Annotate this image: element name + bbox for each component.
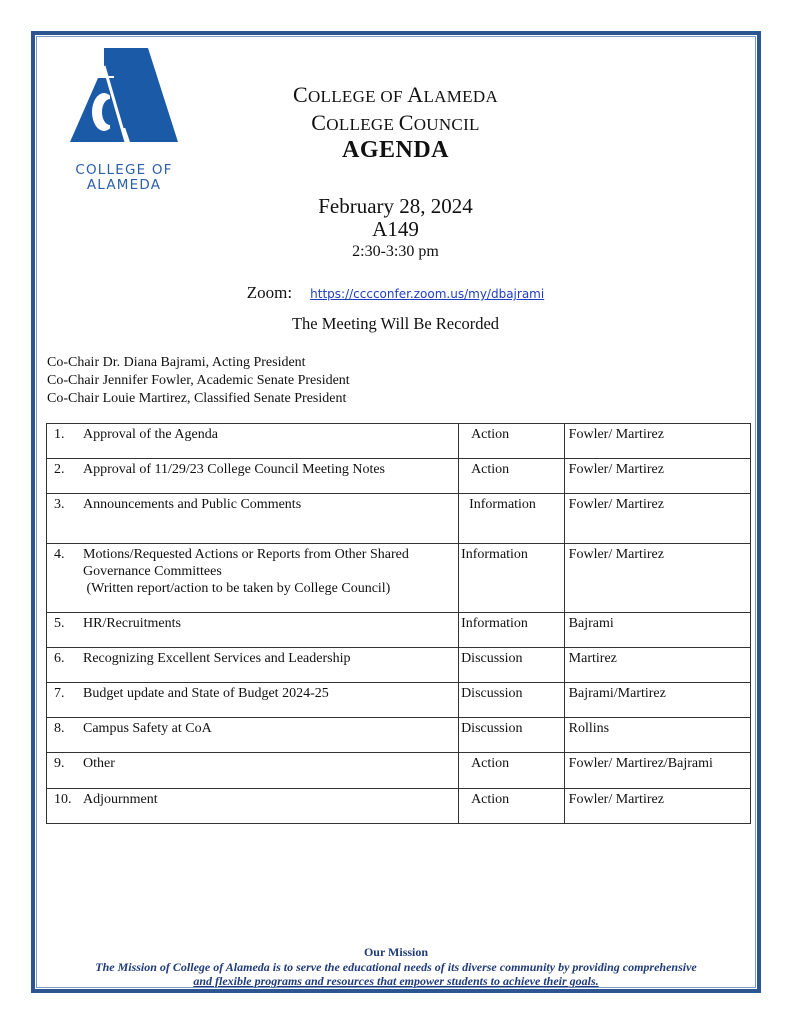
agenda-item-presenter: Fowler/ Martirez/Bajrami bbox=[564, 753, 750, 789]
agenda-item-line: Approval of the Agenda bbox=[83, 427, 218, 442]
mission-line2: and flexible programs and resources that empower students to achieve their goals. bbox=[193, 974, 599, 988]
cochair-item: Co-Chair Dr. Diana Bajrami, Acting President bbox=[47, 355, 306, 370]
meeting-room: A149 bbox=[372, 217, 419, 241]
meeting-date: February 28, 2024 bbox=[318, 194, 473, 218]
agenda-row bbox=[47, 494, 751, 544]
page-title: AGENDA bbox=[341, 137, 449, 163]
agenda-item-title bbox=[83, 791, 453, 808]
agenda-item-cell bbox=[47, 648, 459, 683]
agenda-item-number: 6. bbox=[54, 651, 65, 666]
agenda-row bbox=[47, 683, 751, 718]
header-line2-rest1: OLLEGE bbox=[326, 115, 399, 134]
zoom-link[interactable]: https://cccconfer.zoom.us/my/dbajrami bbox=[310, 287, 545, 301]
agenda-item-title bbox=[83, 496, 453, 513]
header-line2-rest2: OUNCIL bbox=[413, 115, 480, 134]
agenda-item-title bbox=[83, 426, 453, 443]
logo-text-line1: COLLEGE OF bbox=[75, 162, 173, 178]
agenda-item-presenter: Martirez bbox=[564, 648, 750, 683]
agenda-item-number: 8. bbox=[54, 721, 65, 736]
agenda-item-line: Approval of 11/29/23 College Council Meeting Notes bbox=[83, 462, 385, 477]
agenda-row bbox=[47, 718, 751, 753]
agenda-item-title bbox=[83, 685, 453, 702]
agenda-item-cell bbox=[47, 753, 459, 789]
agenda-item-number: 2. bbox=[54, 462, 65, 477]
logo-text-line2: ALAMEDA bbox=[86, 177, 162, 193]
agenda-item-number: 9. bbox=[54, 756, 65, 771]
mission-title: Our Mission bbox=[363, 945, 429, 959]
agenda-item-line: (Written report/action to be taken by College Council) bbox=[83, 581, 391, 596]
agenda-item-title bbox=[83, 546, 453, 597]
agenda-item-presenter: Fowler/ Martirez bbox=[564, 459, 750, 494]
zoom-label: Zoom: bbox=[246, 283, 293, 302]
header-line1-rest2: LAMEDA bbox=[423, 87, 499, 106]
mission-line1: The Mission of College of Alameda is to serve the educational needs of its diverse community by providing comprehensive bbox=[95, 960, 697, 974]
agenda-item-type: Discussion bbox=[459, 718, 565, 753]
agenda-item-line: Campus Safety at CoA bbox=[83, 721, 212, 736]
agenda-item-number: 4. bbox=[54, 547, 65, 562]
agenda-item-line: Other bbox=[83, 756, 115, 771]
agenda-table bbox=[46, 423, 751, 824]
agenda-row bbox=[47, 544, 751, 613]
cochair-item: Co-Chair Louie Martirez, Classified Senate President bbox=[47, 391, 347, 406]
agenda-item-cell bbox=[47, 613, 459, 648]
agenda-item-type: Information bbox=[459, 494, 565, 544]
mission-statement bbox=[40, 960, 752, 988]
agenda-item-presenter: Fowler/ Martirez bbox=[564, 544, 750, 613]
agenda-item-cell bbox=[47, 424, 459, 459]
agenda-item-title bbox=[83, 720, 453, 737]
agenda-item-type: Discussion bbox=[459, 648, 565, 683]
agenda-row bbox=[47, 789, 751, 824]
agenda-item-line: Adjournment bbox=[83, 792, 158, 807]
agenda-item-cell bbox=[47, 683, 459, 718]
agenda-item-cell bbox=[47, 718, 459, 753]
agenda-item-title bbox=[83, 755, 453, 772]
agenda-item-number: 10. bbox=[54, 792, 72, 807]
agenda-item-presenter: Fowler/ Martirez bbox=[564, 789, 750, 824]
agenda-item-type: Action bbox=[459, 459, 565, 494]
agenda-item-presenter: Fowler/ Martirez bbox=[564, 494, 750, 544]
agenda-item-line: Announcements and Public Comments bbox=[83, 497, 302, 512]
agenda-item-type: Action bbox=[459, 789, 565, 824]
agenda-item-type: Action bbox=[459, 424, 565, 459]
agenda-item-title bbox=[83, 650, 453, 667]
agenda-item-number: 1. bbox=[54, 427, 65, 442]
header-line1-cap2: A bbox=[407, 82, 424, 107]
header-council-name bbox=[0, 110, 791, 136]
header-line1-rest1: OLLEGE OF bbox=[307, 87, 408, 106]
agenda-item-number: 5. bbox=[54, 616, 65, 631]
agenda-item-type: Information bbox=[459, 613, 565, 648]
cochair-item: Co-Chair Jennifer Fowler, Academic Senate President bbox=[47, 373, 350, 388]
agenda-row bbox=[47, 753, 751, 789]
header-line2-cap1: C bbox=[311, 110, 327, 135]
agenda-item-line: HR/Recruitments bbox=[83, 616, 181, 631]
agenda-item-cell bbox=[47, 544, 459, 613]
agenda-item-cell bbox=[47, 789, 459, 824]
agenda-item-line: Recognizing Excellent Services and Leadership bbox=[83, 651, 351, 666]
agenda-item-presenter: Bajrami/Martirez bbox=[564, 683, 750, 718]
agenda-item-number: 3. bbox=[54, 497, 65, 512]
agenda-item-type: Action bbox=[459, 753, 565, 789]
meeting-time: 2:30-3:30 pm bbox=[352, 243, 439, 260]
agenda-item-title bbox=[83, 615, 453, 632]
agenda-item-presenter: Fowler/ Martirez bbox=[564, 424, 750, 459]
agenda-row bbox=[47, 613, 751, 648]
agenda-item-presenter: Bajrami bbox=[564, 613, 750, 648]
agenda-item-cell bbox=[47, 494, 459, 544]
agenda-item-type: Discussion bbox=[459, 683, 565, 718]
agenda-item-cell bbox=[47, 459, 459, 494]
agenda-item-title bbox=[83, 461, 453, 478]
cochairs-list bbox=[47, 354, 350, 408]
agenda-row bbox=[47, 648, 751, 683]
agenda-item-line: Budget update and State of Budget 2024-25 bbox=[83, 686, 329, 701]
agenda-item-type: Information bbox=[459, 544, 565, 613]
agenda-row bbox=[47, 424, 751, 459]
agenda-item-presenter: Rollins bbox=[564, 718, 750, 753]
zoom-row bbox=[0, 283, 791, 303]
header-line2-cap2: C bbox=[398, 110, 414, 135]
header-line1-cap1: C bbox=[292, 82, 308, 107]
agenda-row bbox=[47, 459, 751, 494]
recording-notice: The Meeting Will Be Recorded bbox=[291, 314, 500, 333]
agenda-item-number: 7. bbox=[54, 686, 65, 701]
agenda-item-line: Motions/Requested Actions or Reports from Other Shared Governance Committees bbox=[83, 547, 409, 579]
header-college-name bbox=[0, 82, 791, 108]
